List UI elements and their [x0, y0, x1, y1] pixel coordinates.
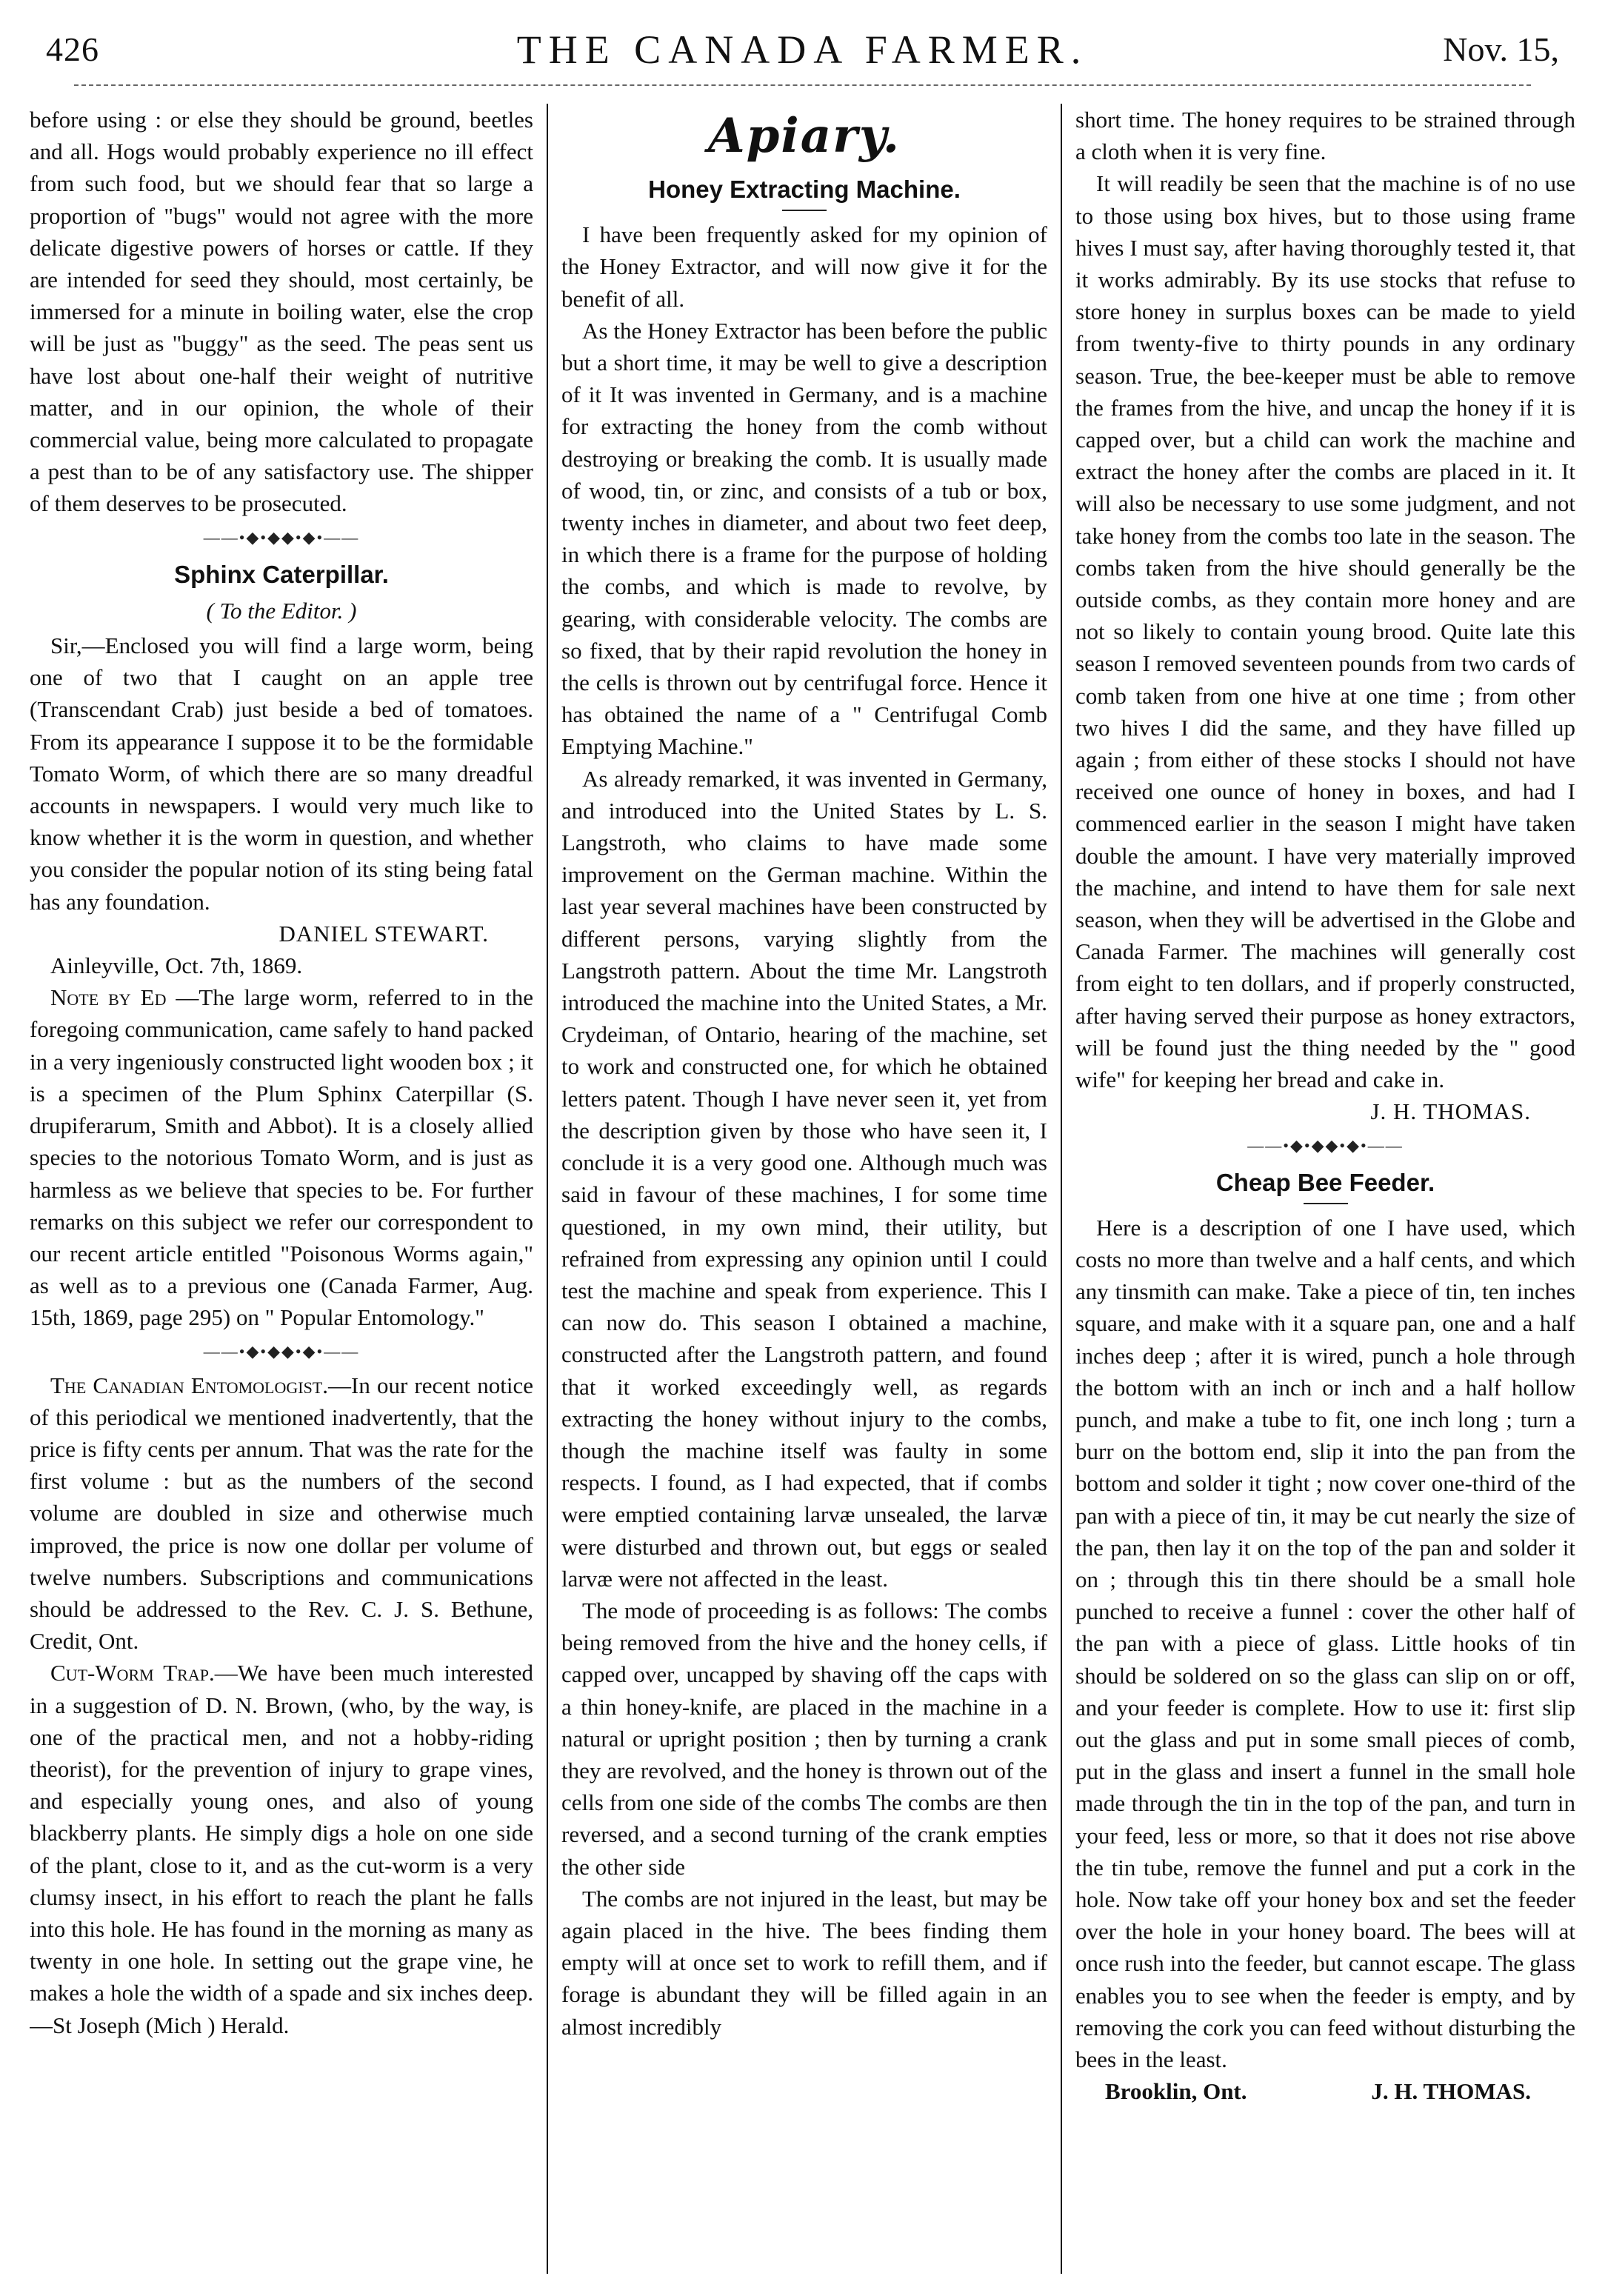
journal-title: THE CANADA FARMER.	[516, 27, 1089, 72]
letter-paragraph: Sir,—Enclosed you will find a large worm, being one of two that I caught on an apple tree (Transcendant Crab) just beside a bed of tomatoes. From its appearance I suppose it to be the formidable Tomato Worm, of which there are so many dreadful accounts in newspapers. I would very much like to know whether it is the worm in question, and whether you consider the popular notion of its sting being fatal has any foundation.	[30, 633, 533, 915]
column-3	[1062, 104, 1575, 2274]
bee-feeder-paragraph: Here is a description of one I have used, which costs no more than twelve and a half cents, and which any tinsmith can make. Take a piece of tin, ten inches square, and make with it a square pan, one and a half inches deep ; after it is wired, punch a hole through the bottom with an inch or inch and a half hollow punch, and make a tube to fit, one inch long ; turn a burr on the bottom end, slip it into the pan from the bottom and solder it tight ; now cover one-third of the pan with a piece of tin, it may be cut nearly the size of the pan, then lay it on the top of the pan and solder it on ; through this tin there should be a small hole punched to receive a funnel : cover the other half of the pan with a piece of glass. Little hooks of tin should be soldered on so the glass can slip on or off, and your feeder is complete. How to use it: first slip out the glass and put in some small pieces of comb, put in the glass and insert a funnel in the small hole made through the tin in the top of the pan, and turn in your feed, less or more, so that it does not rise above the tin tube, remove the funnel and put a cork in the hole. Now take off your honey box and set the feeder over the hole in your honey board. The bees will at once rush into the feeder, but cannot escape. The glass enables you to see when the feeder is empty, and by removing the cork you can feed without disturbing the bees in the least.	[1075, 1214, 1575, 2072]
sphinx-heading: Sphinx Caterpillar.	[174, 560, 389, 588]
bugs-paragraph: before using : or else they should be ground, beetles and all. Hogs would probably experience no ill effect from such food, but we should fear that so large a proportion of "bugs" would not agree with the more delicate digestive powers of horses or cattle. If they are intended for seed they should, most certainly, be immersed for a minute in boiling water, else the crop will be just as "buggy" as the seed. The peas sent us have lost about one-half their weight of nutritive matter, and in our opinion, the whole of their commercial value, being more calculated to propagate a pest than to be of any satisfactory use. The shipper of them deserves to be prosecuted.	[30, 107, 533, 517]
cutworm-lead: Cut-Worm Trap.	[50, 1660, 215, 1686]
masthead-rule	[74, 84, 1531, 86]
letter-signature: DANIEL STEWART.	[278, 920, 489, 947]
ornament-divider: ——•◆•◆◆•◆•——	[203, 1341, 360, 1361]
section-title: Apiary.	[707, 108, 901, 164]
masthead	[30, 27, 1575, 79]
extractor-paragraph-1: I have been frequently asked for my opinion of the Honey Extractor, and will now give it for the benefit of all.	[561, 221, 1047, 312]
extractor-paragraph-5: The combs are not injured in the least, but may be again placed in the hive. The bees finding them empty will at once set to work to refill them, and if forage is abundant they will be filled again in an almost incredibly	[561, 1885, 1047, 2040]
extractor-signature: J. H. THOMAS.	[1370, 1098, 1531, 1125]
page-number: 426	[46, 30, 99, 68]
entomologist-lead: The Canadian Entomologist.	[50, 1372, 329, 1398]
extractor-paragraph-2: As the Honey Extractor has been before the public but a short time, it may be well to give a description of it It was invented in Germany, and is a machine for extracting the honey from the comb without destroying or breaking the comb. It is usually made of wood, tin, or zinc, and consists of a tub or box, twenty inches in diameter, and about two feet deep, in which there is a frame for the purpose of holding the combs, and which is made to revolve, by gearing, with considerable velocity. The combs are so fixed, that by their rapid revolution the honey in the cells is thrown out by centrifugal force. Hence it has obtained the name of a " Centrifugal Comb Emptying Machine."	[561, 317, 1047, 760]
bee-feeder-signature: J. H. THOMAS.	[1371, 2078, 1531, 2105]
extractor-continued-1: short time. The honey requires to be strained through a cloth when it is very fine.	[1075, 107, 1575, 165]
article-columns	[30, 104, 1575, 2274]
extractor-continued-2: It will readily be seen that the machine is of no use to those using box hives, but to those using frame hives I must say, after having thoroughly tested it, that it works admirably. By its use stocks that refuse to store honey in surplus boxes can be made to yield from twenty-five to thirty pounds in any ordinary season. True, the bee-keeper must be able to remove the frames from the hive, and uncap the honey if it is capped over, but a child can work the machine and extract the honey after the combs are placed in it. It will also be necessary to use some judgment, and not take honey from the combs too late in the season. The combs taken from the hive should generally be the outside combs, as they contain more honey and are not so likely to contain young brood. Quite late this season I removed seventeen pounds from two cards of comb taken from one hive at one time ; from other two hives I did the same, and they have filled up again ; from either of these stocks I should not have received one ounce of honey in boxes, and had I commenced earlier in the season I might have taken double the amount. I have very materially improved the machine, and intend to have them for sale next season, when they will be advertised in the Globe and Canada Farmer. The machines will generally cost from eight to ten dollars, and if properly constructed, after having served their purpose as honey extractors, will be found just the thing needed by the " good wife" for keeping her bread and cake in.	[1075, 170, 1575, 1093]
short-rule	[1304, 1203, 1348, 1204]
extractor-paragraph-4: The mode of proceeding is as follows: The combs being removed from the hive and the honey cells, if capped over, uncapped by shaving off the caps with a thin honey-knife, are placed in the machine in a natural or upright position ; then by turning a crank they are revolved, and the honey is thrown out of the cells from one side of the combs The combs are then reversed, and a second turning of the crank empties the other side	[561, 1597, 1047, 1880]
cutworm-text: —We have been much interested in a suggestion of D. N. Brown, (who, by the way, is one of the practical men, and not a hobby-riding theorist), for the prevention of injury to grape vines, and especially young ones, and also of young blackberry plants. He simply digs a hole on one side of the plant, close to it, and as the cut-worm is a very clumsy insect, in his effort to reach the plant he falls into this hole. He has found in the morning as many as twenty in one hole. In setting out the grape vine, he makes a hole the width of a spade and six inches deep.—St Joseph (Mich ) Herald.	[30, 1660, 533, 2038]
column-1	[30, 104, 548, 2274]
sphinx-subheading: ( To the Editor. )	[206, 597, 357, 624]
editor-note-paragraph	[30, 981, 533, 1333]
issue-date: Nov. 15,	[1443, 30, 1559, 68]
honey-extractor-heading: Honey Extracting Machine.	[648, 176, 961, 203]
extractor-paragraph-3: As already remarked, it was invented in Germany, and introduced into the United States by L. S. Langstroth, who claims to have made some improvement on the German machine. Within the last year several machines have been constructed by different persons, varying slightly from the Langstroth pattern. About the time Mr. Langstroth introduced the machine into the United States, a Mr. Crydeiman, of Ontario, hearing of the machine, set to work and constructed one, for which he obtained letters patent. Though I have never seen it, yet from the description given by those who have seen it, I conclude it is a very good one. Although much was said in favour of these machines, I for some time questioned, in my own mind, their utility, but refrained from expressing any opinion until I could test the machine and speak from experience. This I can now do. This season I obtained a machine, constructed after the Langstroth pattern, and found that it worked exceedingly well, as regards extracting the honey without injury to the combs, though the machine itself was faulty in some respects. I found, as I had expected, that if combs were emptied containing larvæ unsealed, the larvæ were disturbed and thrown out, but eggs or sealed larvæ were not affected in the least.	[561, 765, 1047, 1592]
editor-note-lead: Note by Ed	[50, 984, 167, 1011]
cutworm-paragraph	[30, 1657, 533, 2040]
ornament-divider: ——•◆•◆◆•◆•——	[1247, 1135, 1404, 1155]
entomologist-paragraph	[30, 1369, 533, 1658]
bee-feeder-signline	[1075, 2075, 1575, 2107]
bee-feeder-place: Brooklin, Ont.	[1105, 2078, 1247, 2105]
ornament-divider: ——•◆•◆◆•◆•——	[203, 527, 360, 547]
letter-dateline: Ainleyville, Oct. 7th, 1869.	[50, 952, 303, 979]
entomologist-text: —In our recent notice of this periodical we mentioned inadvertently, that the price is fifty cents per annum. That was the rate for the first volume : but as the numbers of the second volume are doubled in size and otherwise much improved, the price is now one dollar per volume of twelve numbers. Subscriptions and communications should be addressed to the Rev. C. J. S. Bethune, Credit, Ont.	[30, 1372, 533, 1655]
editor-note-text: —The large worm, referred to in the foregoing communication, came safely to hand packed in a very ingeniously constructed light wooden box ; it is a specimen of the Plum Sphinx Caterpillar (S. drupiferarum, Smith and Abbot). It is a closely allied species to the notorious Tomato Worm, and is just as harmless as we believe that species to be. For further remarks on this subject we refer our correspondent to our recent article entitled "Poisonous Worms again," as well as to a previous one (Canada Farmer, Aug. 15th, 1869, page 295) on " Popular Entomology."	[30, 984, 533, 1331]
short-rule	[782, 210, 827, 211]
bee-feeder-heading: Cheap Bee Feeder.	[1215, 1168, 1435, 1196]
column-2	[548, 104, 1062, 2274]
